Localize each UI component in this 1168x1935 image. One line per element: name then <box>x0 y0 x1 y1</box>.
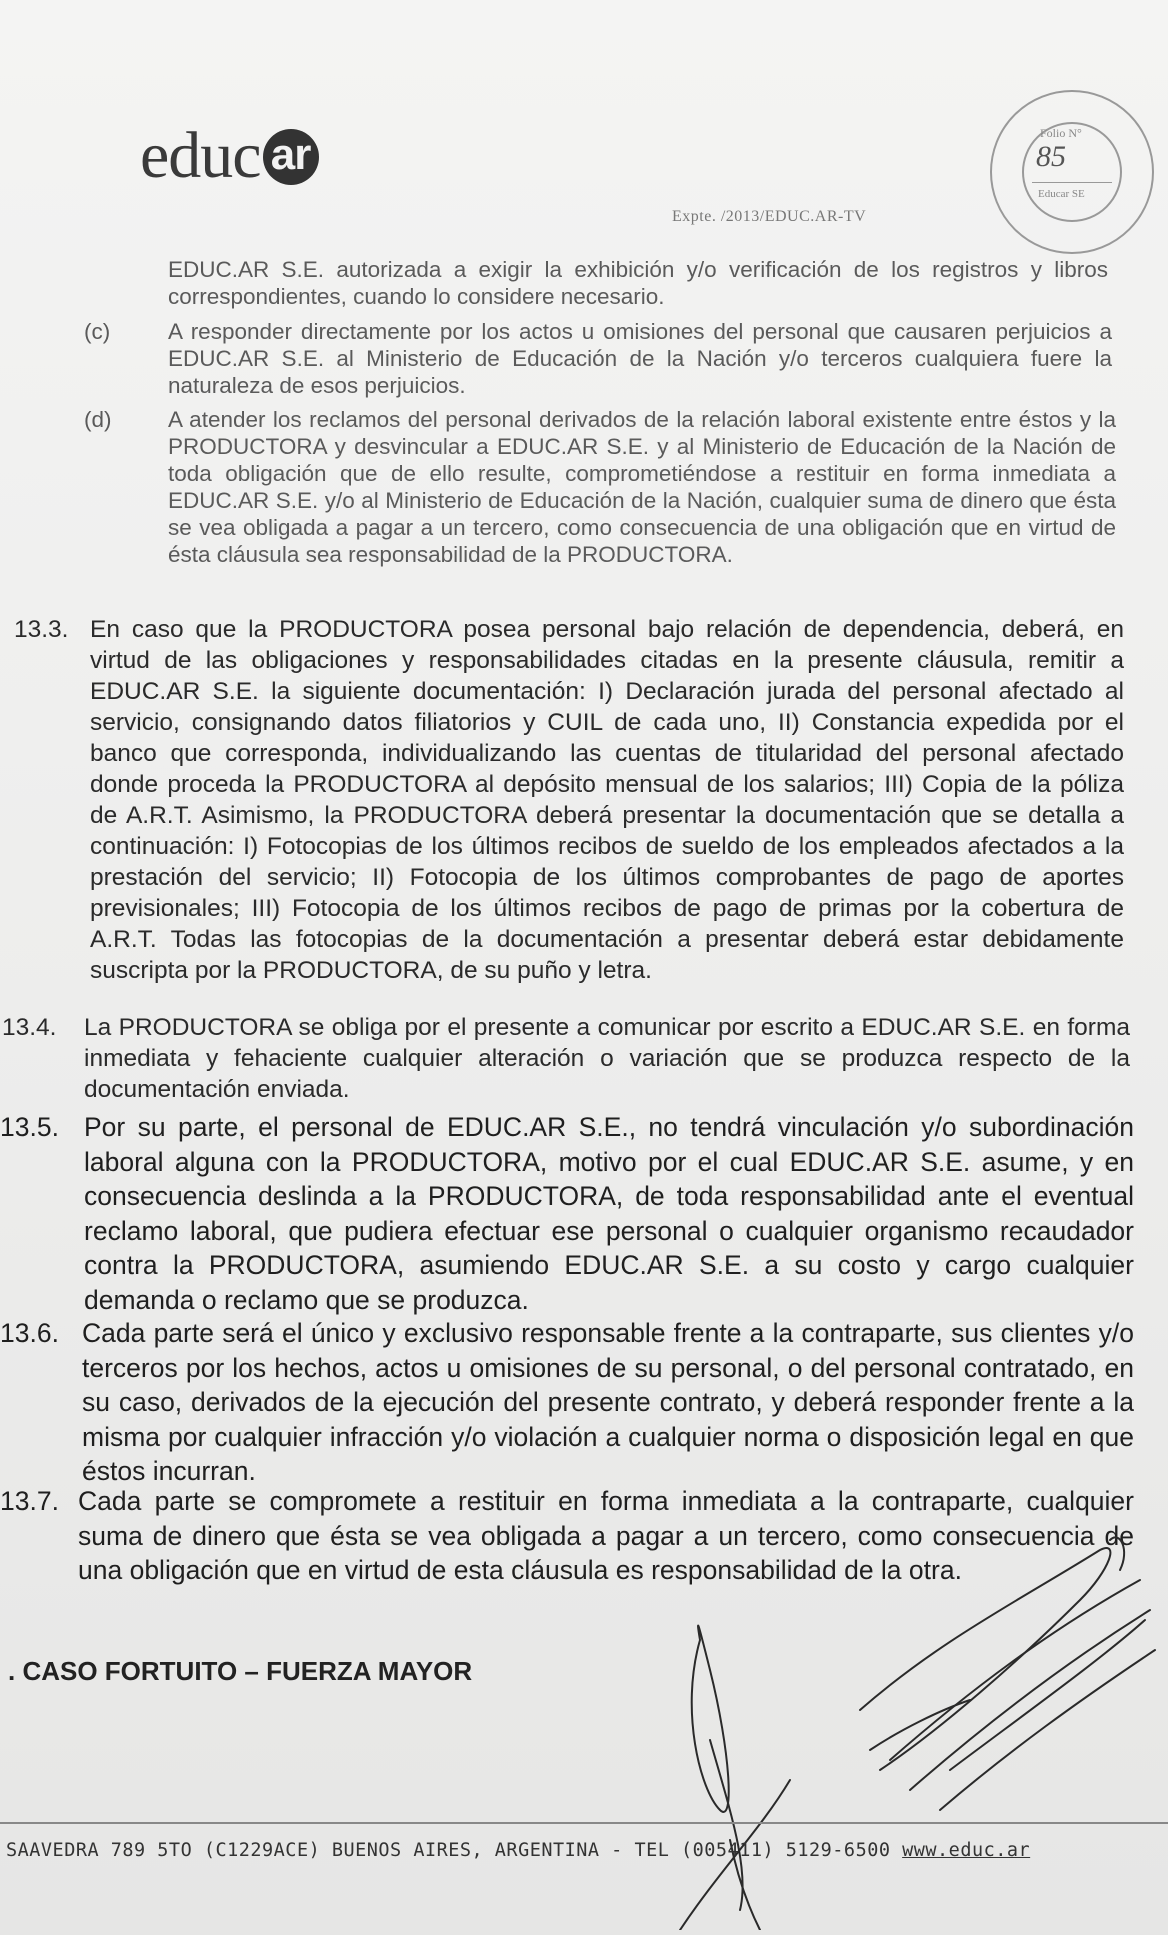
clause-number-13-6: 13.6. <box>0 1318 59 1348</box>
item-label-c: (c) <box>84 319 111 344</box>
stamp-number: 85 <box>1036 140 1066 173</box>
folio-stamp <box>990 90 1154 254</box>
educar-logo <box>140 118 319 194</box>
clause-13-7: Cada parte se compromete a restituir en forma inmediata a la contraparte, cualquier suma de dinero que ésta se vea obligada a pagar a un tercero, como consecuencia de una obligación que en virtud de esta cláusula es responsabilidad de la otra. <box>78 1486 1134 1585</box>
stamp-org: Educar SE <box>1038 188 1085 200</box>
clause-number-13-7: 13.7. <box>0 1486 59 1516</box>
logo-badge: ar <box>263 129 319 185</box>
footer-divider <box>0 1822 1168 1824</box>
clause-13-3: En caso que la PRODUCTORA posea personal bajo relación de dependencia, deberá, en virtud de las obligaciones y responsabilidades citadas en la presente cláusula, remitir a EDUC.AR S.E. la siguiente documentación: I) Declaración jurada del personal afectado al servicio, consignando datos filiatorios y CUIL de cada uno, II) Constancia expedida por el banco que corresponda, individualizando las cuentas de titularidad del personal afectado donde proceda la PRODUCTORA al depósito mensual de los salarios; III) Copia de la póliza de A.R.T. Asimismo, la PRODUCTORA deberá presentar la documentación que se detalla a continuación: I) Fotocopias de los últimos recibos de sueldo de los empleados afectados a la prestación del servicio; II) Fotocopia de los últimos comprobantes de pago de aportes previsionales; III) Fotocopia de los últimos recibos de pago de primas por la cobertura de A.R.T. Todas las fotocopias de la documentación a presentar deberá estar debidamente suscripta por la PRODUCTORA, de su puño y letra. <box>90 616 1124 984</box>
footer-address-text: SAAVEDRA 789 5TO (C1229ACE) BUENOS AIRES, ARGENTINA - TEL (005411) 5129-6500 <box>6 1840 903 1861</box>
item-label-d: (d) <box>84 407 112 432</box>
stamp-label: Folio N° <box>1040 126 1082 140</box>
section-heading: . CASO FORTUITO – FUERZA MAYOR <box>8 1656 473 1686</box>
clause-number-13-5: 13.5. <box>0 1112 59 1142</box>
clause-13-5: Por su parte, el personal de EDUC.AR S.E., no tendrá vinculación y/o subordinación laboral alguna con la PRODUCTORA, motivo por el cual EDUC.AR S.E. asume, y en consecuencia deslinda a la PRODUCTORA, de toda responsabilidad ante el eventual reclamo laboral, que pudiera efectuar ese personal o cualquier organismo recaudador contra la PRODUCTORA, asumiendo EDUC.AR S.E. a su costo y cargo cualquier demanda o reclamo que se produzca. <box>84 1112 1134 1315</box>
logo-text: educ <box>140 119 261 192</box>
handwritten-signature <box>640 1510 1160 1930</box>
footer-address <box>6 1840 1030 1861</box>
clause-13-4: La PRODUCTORA se obliga por el presente a comunicar por escrito a EDUC.AR S.E. en forma inmediata y fehaciente cualquier alteración o variación que se produzca respecto de la documentación enviada. <box>84 1014 1130 1103</box>
paragraph-d: A atender los reclamos del personal derivados de la relación laboral existente entre éstos y la PRODUCTORA y desvincular a EDUC.AR S.E. y al Ministerio de Educación de la Nación de toda obligación que de ello resulte, comprometiéndose a restituir en forma inmediata a EDUC.AR S.E. y/o al Ministerio de Educación de la Nación, cualquier suma de dinero que ésta se vea obligada a pagar a un tercero, como consecuencia de una obligación que en virtud de ésta cláusula sea responsabilidad de la PRODUCTORA. <box>168 407 1116 567</box>
clause-number-13-4: 13.4. <box>2 1014 57 1041</box>
clause-number-13-3: 13.3. <box>14 616 69 643</box>
paragraph-b-continuation: EDUC.AR S.E. autorizada a exigir la exhibición y/o verificación de los registros y libros correspondientes, cuando lo considere necesario. <box>168 257 1108 309</box>
stamp-divider <box>1032 182 1112 183</box>
clause-13-6: Cada parte será el único y exclusivo responsable frente a la contraparte, sus clientes y/o terceros por los hechos, actos u omisiones de su personal, o del personal contratado, en su caso, derivados de la ejecución del presente contrato, y deberá responder frente a la misma por cualquier infracción y/o violación a cualquier norma o disposición legal en que éstos incurran. <box>82 1318 1134 1486</box>
footer-website-link[interactable]: www.educ.ar <box>902 1840 1031 1861</box>
expediente-number: Expte. /2013/EDUC.AR-TV <box>672 208 867 225</box>
paragraph-c: A responder directamente por los actos u omisiones del personal que causaren perjuicios a EDUC.AR S.E. al Ministerio de Educación de la Nación y/o terceros cualquiera fuere la naturaleza de esos perjuicios. <box>168 319 1112 398</box>
